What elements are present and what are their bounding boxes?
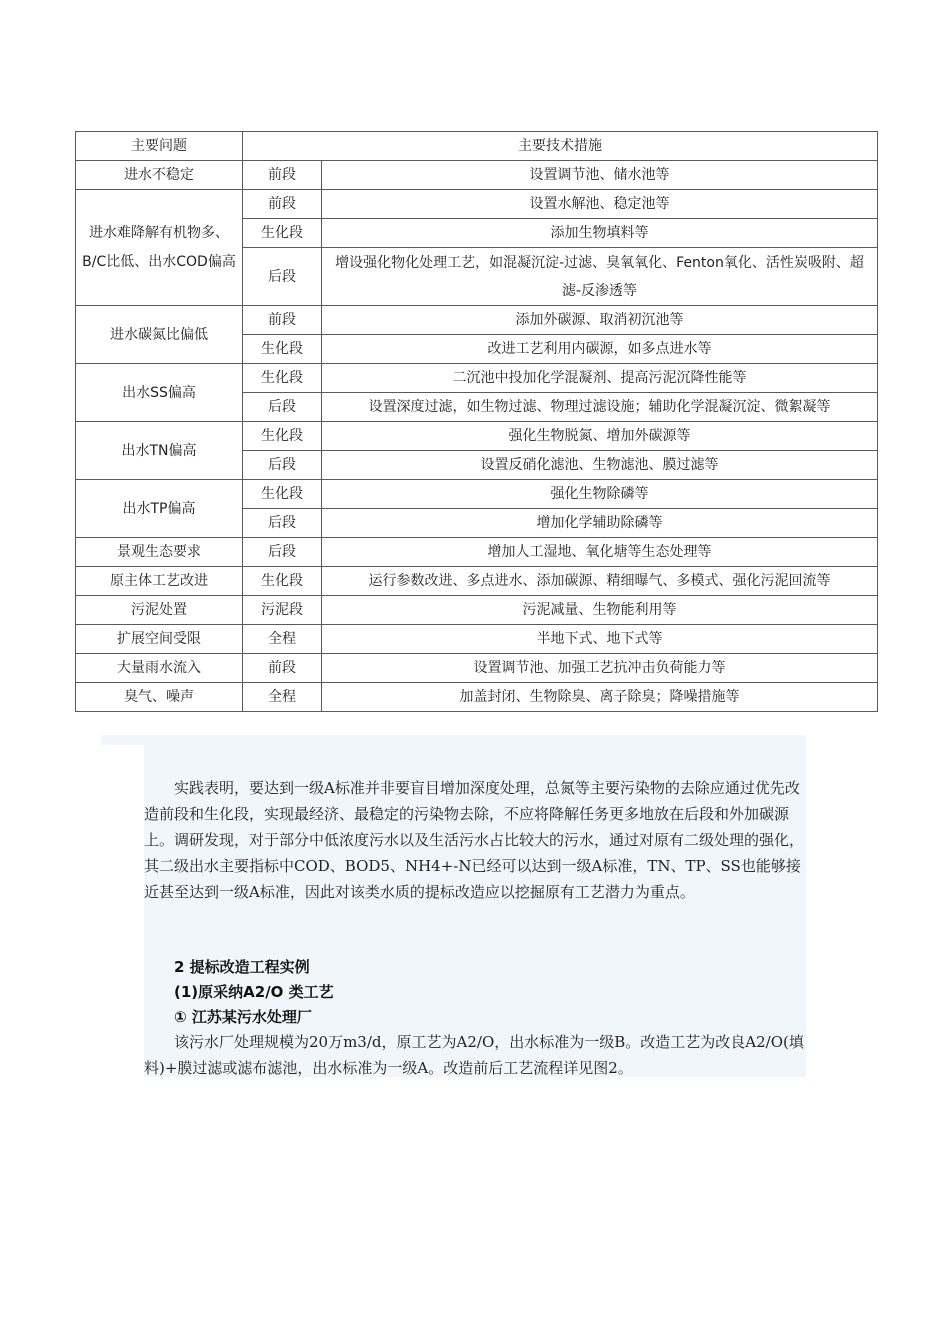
stage-cell: 生化段 bbox=[243, 219, 322, 248]
measure-cell: 设置深度过滤，如生物过滤、物理过滤设施；辅助化学混凝沉淀、微絮凝等 bbox=[322, 393, 878, 422]
table-row bbox=[76, 625, 878, 654]
measure-cell: 污泥减量、生物能利用等 bbox=[322, 596, 878, 625]
problem-cell: 大量雨水流入 bbox=[76, 654, 243, 683]
table-row bbox=[76, 306, 878, 335]
stage-cell: 前段 bbox=[243, 654, 322, 683]
table-row bbox=[76, 161, 878, 190]
measure-cell: 二沉池中投加化学混凝剂、提高污泥沉降性能等 bbox=[322, 364, 878, 393]
table-row bbox=[76, 538, 878, 567]
paragraph-summary: 实践表明，要达到一级A标准并非要盲目增加深度处理，总氮等主要污染物的去除应通过优先改造前段和生化段，实现最经济、最稳定的污染物去除，不应将降解任务更多地放在后段和外加碳源上。调研发现，对于部分中低浓度污水以及生活污水占比较大的污水，通过对原有二级处理的强化，其二级出水主要指标中COD、BOD5、NH4+-N已经可以达到一级A标准，TN、TP、SS也能够接近甚至达到一级A标准，因此对该类水质的提标改造应以挖掘原有工艺潜力为重点。 bbox=[144, 779, 805, 901]
measure-cell: 添加生物填料等 bbox=[322, 219, 878, 248]
problem-cell: 出水TN偏高 bbox=[76, 422, 243, 480]
table-row bbox=[76, 596, 878, 625]
problem-cell: 出水SS偏高 bbox=[76, 364, 243, 422]
measure-cell: 设置调节池、加强工艺抗冲击负荷能力等 bbox=[322, 654, 878, 683]
subsection-heading: (1)原采纳A2/O 类工艺 bbox=[174, 983, 334, 1001]
stage-cell: 后段 bbox=[243, 451, 322, 480]
stage-cell: 前段 bbox=[243, 161, 322, 190]
section-heading: 2 提标改造工程实例 bbox=[174, 958, 310, 976]
problem-cell: 景观生态要求 bbox=[76, 538, 243, 567]
problem-cell: 污泥处置 bbox=[76, 596, 243, 625]
table-row bbox=[76, 422, 878, 451]
table-row bbox=[76, 364, 878, 393]
table-header-row bbox=[76, 132, 878, 161]
measures-table bbox=[75, 131, 878, 712]
stage-cell: 污泥段 bbox=[243, 596, 322, 625]
stage-cell: 后段 bbox=[243, 538, 322, 567]
measure-cell: 增设强化物化处理工艺，如混凝沉淀-过滤、臭氧氧化、Fenton氧化、活性炭吸附、超滤-反渗透等 bbox=[322, 248, 878, 306]
measure-cell: 设置水解池、稳定池等 bbox=[322, 190, 878, 219]
stage-cell: 生化段 bbox=[243, 422, 322, 451]
stage-cell: 生化段 bbox=[243, 480, 322, 509]
table-row bbox=[76, 567, 878, 596]
stage-cell: 后段 bbox=[243, 393, 322, 422]
stage-cell: 前段 bbox=[243, 190, 322, 219]
problem-cell: 进水碳氮比偏低 bbox=[76, 306, 243, 364]
measure-cell: 运行参数改进、多点进水、添加碳源、精细曝气、多模式、强化污泥回流等 bbox=[322, 567, 878, 596]
stage-cell: 生化段 bbox=[243, 335, 322, 364]
measure-cell: 添加外碳源、取消初沉池等 bbox=[322, 306, 878, 335]
case-heading: ① 江苏某污水处理厂 bbox=[174, 1008, 312, 1026]
problem-cell: 原主体工艺改进 bbox=[76, 567, 243, 596]
measure-cell: 强化生物除磷等 bbox=[322, 480, 878, 509]
measure-cell: 设置调节池、储水池等 bbox=[322, 161, 878, 190]
measure-cell: 增加化学辅助除磷等 bbox=[322, 509, 878, 538]
problem-cell: 出水TP偏高 bbox=[76, 480, 243, 538]
stage-cell: 后段 bbox=[243, 248, 322, 306]
problem-cell: 进水不稳定 bbox=[76, 161, 243, 190]
stage-cell: 全程 bbox=[243, 683, 322, 712]
article-text-block bbox=[144, 737, 806, 1077]
problem-cell: 扩展空间受限 bbox=[76, 625, 243, 654]
table-row bbox=[76, 190, 878, 219]
problem-cell: 臭气、噪声 bbox=[76, 683, 243, 712]
measure-cell: 加盖封闭、生物除臭、离子除臭；降噪措施等 bbox=[322, 683, 878, 712]
measure-cell: 改进工艺利用内碳源，如多点进水等 bbox=[322, 335, 878, 364]
header-problem: 主要问题 bbox=[76, 132, 243, 161]
table-row bbox=[76, 683, 878, 712]
measure-cell: 半地下式、地下式等 bbox=[322, 625, 878, 654]
measure-cell: 增加人工湿地、氧化塘等生态处理等 bbox=[322, 538, 878, 567]
table-row bbox=[76, 480, 878, 509]
stage-cell: 前段 bbox=[243, 306, 322, 335]
paragraph-case: 该污水厂处理规模为20万m3/d，原工艺为A2/O，出水标准为一级B。改造工艺为改良A2/O(填料)+膜过滤或滤布滤池，出水标准为一级A。改造前后工艺流程详见图2。 bbox=[144, 1033, 804, 1077]
stage-cell: 后段 bbox=[243, 509, 322, 538]
header-measures: 主要技术措施 bbox=[243, 132, 878, 161]
stage-cell: 生化段 bbox=[243, 364, 322, 393]
measure-cell: 设置反硝化滤池、生物滤池、膜过滤等 bbox=[322, 451, 878, 480]
measures-table-body bbox=[76, 132, 878, 712]
stage-cell: 全程 bbox=[243, 625, 322, 654]
measure-cell: 强化生物脱氮、增加外碳源等 bbox=[322, 422, 878, 451]
stage-cell: 生化段 bbox=[243, 567, 322, 596]
problem-cell: 进水难降解有机物多、B/C比低、出水COD偏高 bbox=[76, 190, 243, 306]
table-row bbox=[76, 654, 878, 683]
